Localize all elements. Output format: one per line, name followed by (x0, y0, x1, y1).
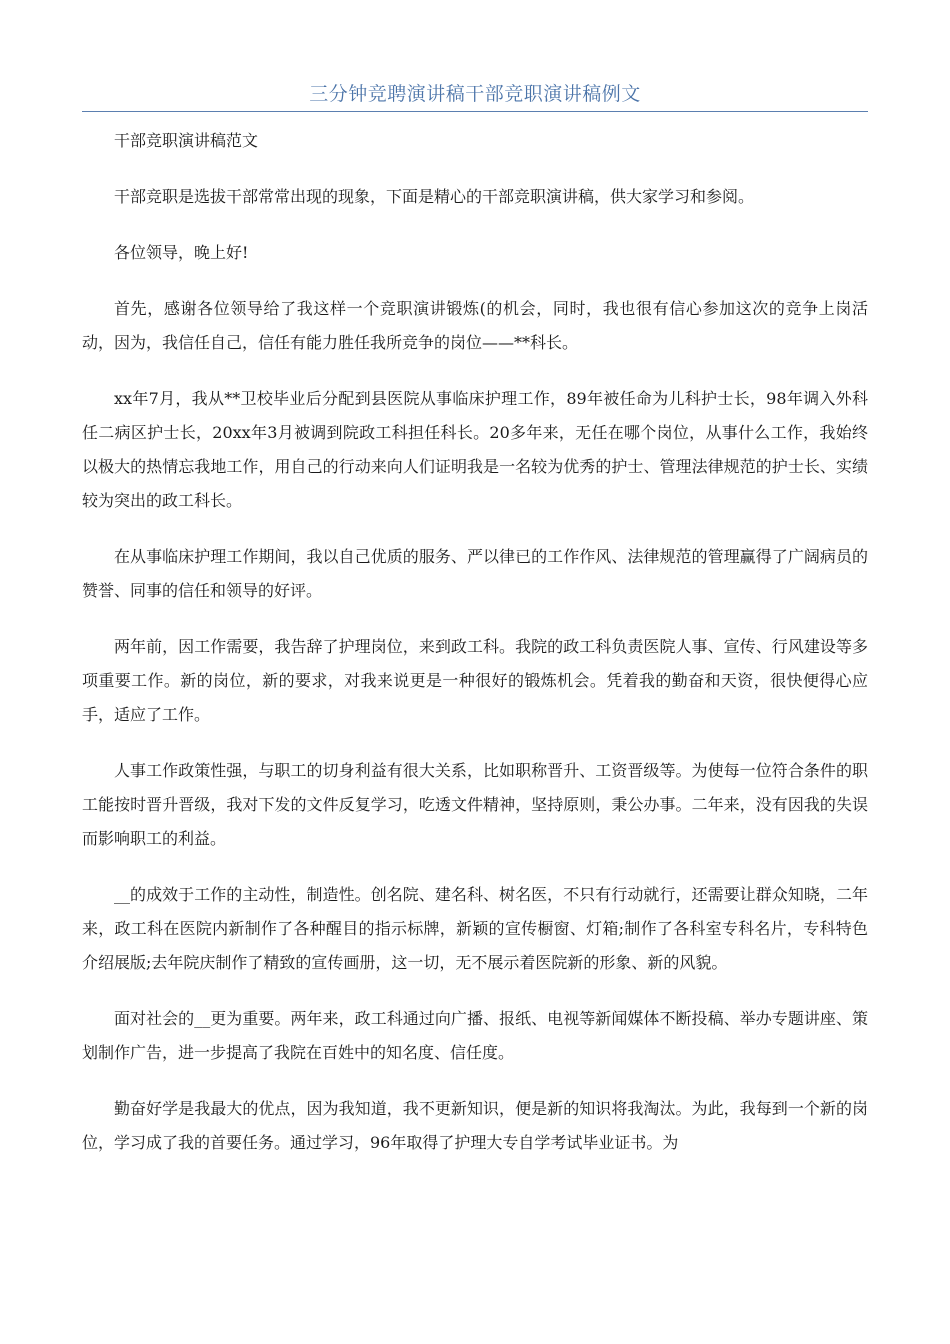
paragraph: 人事工作政策性强，与职工的切身利益有很大关系，比如职称晋升、工资晋级等。为使每一位符合条件的职工能按时晋升晋级，我对下发的文件反复学习，吃透文件精神，坚持原则，秉公办事。二年来，没有因我的失误而影响职工的利益。 (82, 761, 868, 848)
paragraph: 面对社会的__更为重要。两年来，政工科通过向广播、报纸、电视等新闻媒体不断投稿、举办专题讲座、策划制作广告，进一步提高了我院在百姓中的知名度、信任度。 (82, 1009, 868, 1062)
page-header-title: 三分钟竞聘演讲稿干部竞职演讲稿例文 (309, 83, 641, 105)
paragraph: 两年前，因工作需要，我告辞了护理岗位，来到政工科。我院的政工科负责医院人事、宣传、行风建设等多项重要工作。新的岗位，新的要求，对我来说更是一种很好的锻炼机会。凭着我的勤奋和天资，很快便得心应手，适应了工作。 (82, 637, 868, 724)
paragraph: 首先，感谢各位领导给了我这样一个竞职演讲锻炼(的机会，同时，我也很有信心参加这次的竞争上岗活动，因为，我信任自己，信任有能力胜任我所竞争的岗位——**科长。 (82, 299, 868, 352)
document-body (82, 124, 868, 1182)
paragraph-intro: 干部竞职是选拔干部常常出现的现象，下面是精心的干部竞职演讲稿，供大家学习和参阅。 (114, 187, 755, 206)
header-divider (82, 111, 868, 112)
paragraph-greeting: 各位领导，晚上好! (114, 243, 249, 262)
paragraph: 在从事临床护理工作期间，我以自己优质的服务、严以律已的工作作风、法律规范的管理赢得了广阔病员的赞誉、同事的信任和领导的好评。 (82, 547, 868, 600)
paragraph: __的成效于工作的主动性，制造性。创名院、建名科、树名医，不只有行动就行，还需要让群众知晓，二年来，政工科在医院内新制作了各种醒目的指示标牌，新颖的宣传橱窗、灯箱;制作了各科室专科名片，专科特色介绍展版;去年院庆制作了精致的宣传画册，这一切，无不展示着医院新的形象、新的风貌。 (82, 885, 868, 972)
paragraph: 勤奋好学是我最大的优点，因为我知道，我不更新知识，便是新的知识将我淘汰。为此，我每到一个新的岗位，学习成了我的首要任务。通过学习，96年取得了护理大专自学考试毕业证书。为 (82, 1099, 868, 1152)
paragraph-subtitle: 干部竞职演讲稿范文 (114, 131, 259, 150)
paragraph: xx年7月，我从**卫校毕业后分配到县医院从事临床护理工作，89年被任命为儿科护士长，98年调入外科任二病区护士长，20xx年3月被调到院政工科担任科长。20多年来，无任在哪个岗位，从事什么工作，我始终以极大的热情忘我地工作，用自己的行动来向人们证明我是一名较为优秀的护士、管理法律规范的护士长、实绩较为突出的政工科长。 (82, 389, 868, 510)
